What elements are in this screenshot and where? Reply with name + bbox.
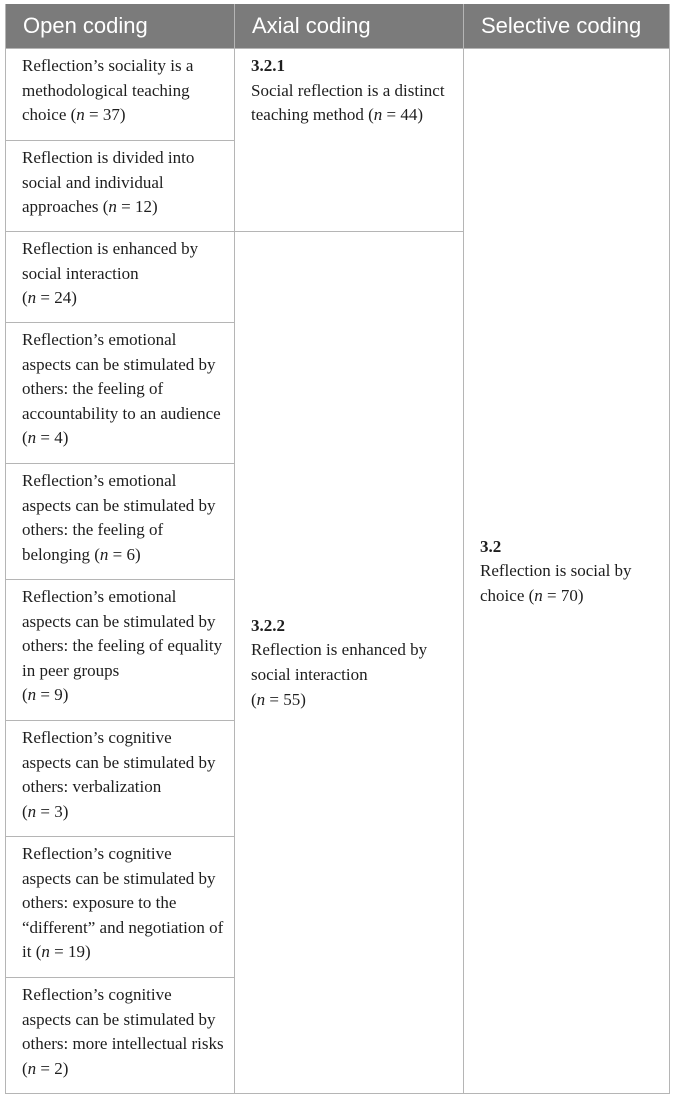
- axial-code-count: 44: [400, 105, 418, 125]
- axial-code-number: 3.2.2: [251, 615, 285, 635]
- axial-code-count: 55: [283, 689, 301, 709]
- open-code-cell: Reflection is divided into social and individual approaches (n = 12): [6, 141, 235, 232]
- table-row: [6, 49, 670, 141]
- open-code-cell: Reflection’s emotional aspects can be stimulated by others: the feeling of equality in peer groups (n = 9): [6, 580, 235, 721]
- header-open-coding: Open coding: [6, 4, 235, 49]
- open-code-cell: Reflection’s cognitive aspects can be stimulated by others: exposure to the “different” and negotiation of it (n = 19): [6, 837, 235, 978]
- axial-code-text: Social reflection is a distinct teaching method: [251, 80, 445, 125]
- selective-code-cell: 3.2 Reflection is social by choice (n = 70): [464, 49, 670, 1094]
- open-code-cell: Reflection’s cognitive aspects can be stimulated by others: verbalization (n = 3): [6, 721, 235, 837]
- selective-code-count: 70: [560, 585, 578, 605]
- header-axial-coding: Axial coding: [235, 4, 464, 49]
- header-selective-coding: Selective coding: [464, 4, 670, 49]
- open-code-cell: Reflection’s cognitive aspects can be stimulated by others: more intellectual risks (n = 2): [6, 978, 235, 1094]
- header-row: [6, 4, 670, 49]
- axial-code-number: 3.2.1: [251, 56, 285, 75]
- axial-code-cell: 3.2.2 Reflection is enhanced by social interaction (n = 55): [235, 232, 464, 1094]
- open-code-cell: Reflection’s emotional aspects can be stimulated by others: the feeling of belonging (n = 6): [6, 464, 235, 580]
- coding-table: [5, 4, 670, 1094]
- selective-code-number: 3.2: [480, 536, 502, 556]
- open-code-cell: Reflection’s sociality is a methodological teaching choice (n = 37): [6, 49, 235, 141]
- open-code-cell: Reflection’s emotional aspects can be stimulated by others: the feeling of accountability to an audience (n = 4): [6, 323, 235, 464]
- axial-code-text: Reflection is enhanced by social interaction: [251, 640, 428, 684]
- axial-code-cell: 3.2.1 Social reflection is a distinct teaching method (n = 44): [235, 49, 464, 232]
- open-code-cell: Reflection is enhanced by social interaction (n = 24): [6, 232, 235, 323]
- selective-code-text: Reflection is social by choice: [480, 561, 632, 605]
